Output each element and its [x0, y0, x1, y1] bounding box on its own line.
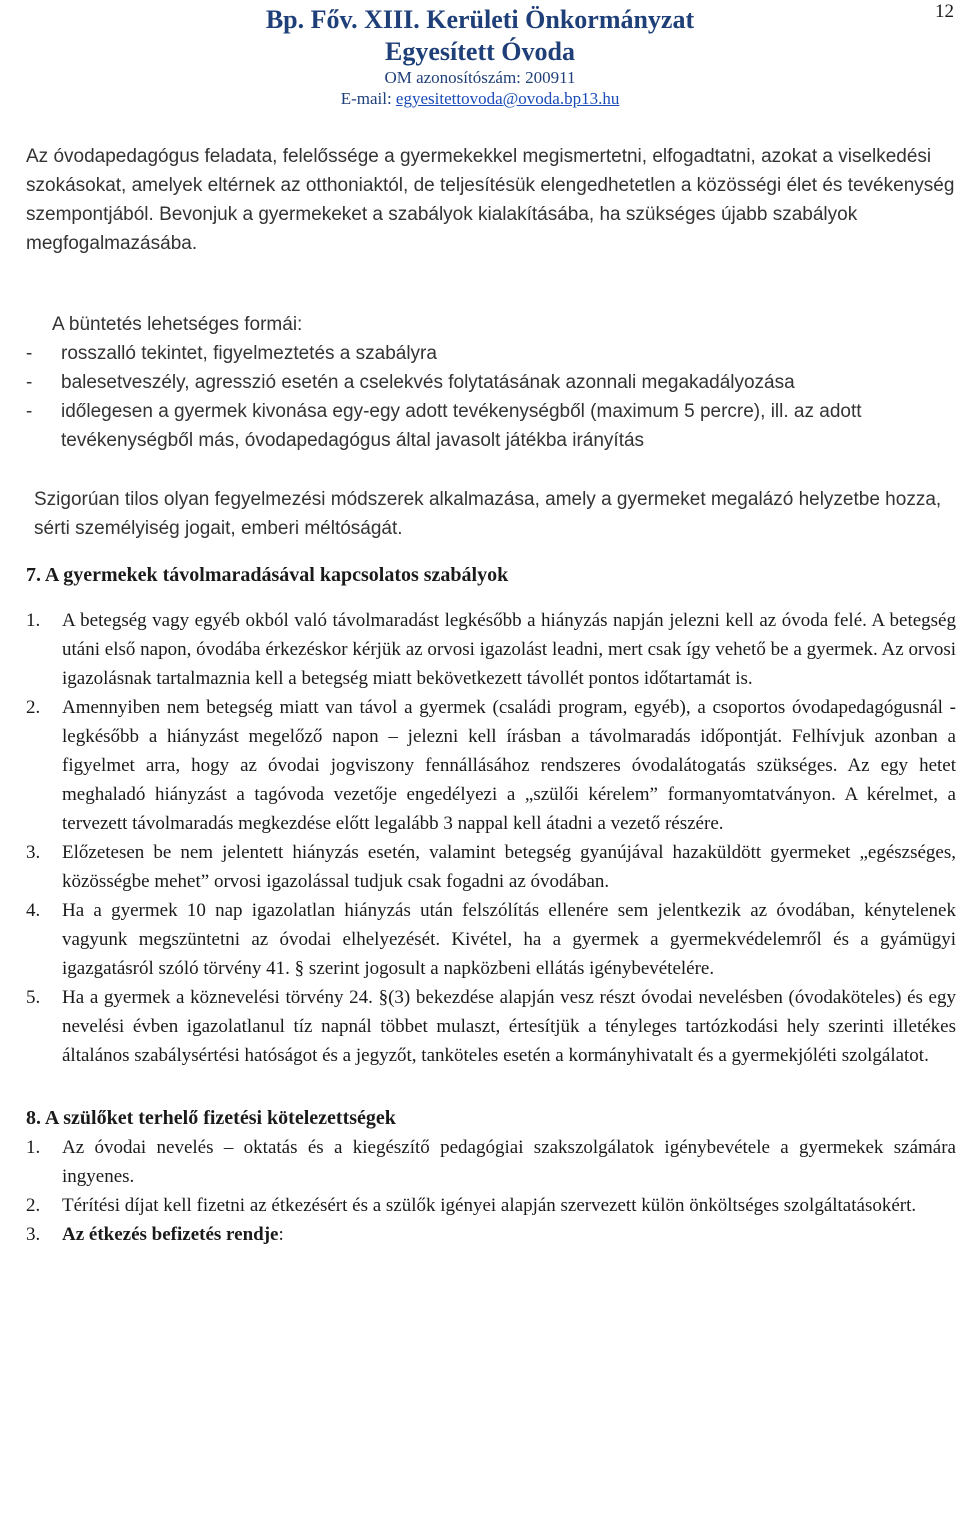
section-8-list [26, 1133, 956, 1249]
item-text [62, 1220, 956, 1249]
punishment-list [26, 339, 956, 455]
item-number: 3. [26, 842, 41, 863]
list-item [26, 1133, 956, 1191]
item-suffix: : [278, 1224, 284, 1245]
intro-paragraph: Az óvodapedagógus feladata, felelőssége a gyermekekkel megismertetni, elfogadtatni, azokat a viselkedési szokásokat, amelyek eltérnek az otthoniaktól, de teljesítésük elengedhetetlen a közösségi élet és tevékenység szempontjából. Bevonjuk a gyermekeket a szabályok kialakításába, ha szükséges újabb szabályok megfogalmazásába. [26, 146, 955, 254]
list-item [26, 1220, 956, 1249]
item-number: 2. [26, 1195, 41, 1216]
header-email-line [0, 88, 960, 110]
strict-prohibition-paragraph: Szigorúan tilos olyan fegyelmezési módszerek alkalmazása, amely a gyermeket megalázó helyzetbe hozza, sérti személyiség jogait, emberi méltóságát. [34, 489, 942, 539]
item-bold-text: Az étkezés befizetés rendje [62, 1224, 279, 1245]
list-item [26, 983, 956, 1070]
page-number: 12 [935, 1, 954, 22]
item-number: 5. [26, 987, 41, 1008]
header-email-link[interactable]: egyesitettovoda@ovoda.bp13.hu [395, 89, 620, 108]
item-text: Ha a gyermek a köznevelési törvény 24. §(3) bekezdése alapján vesz részt óvodai nevelésben (óvodaköteles) és egy nevelési évben igazolatlanul tíz napnál többet mulaszt, értesítjük a tényleges tartózkodási hely szerinti illetékes általános szabálysértési hatóságot és a jegyzőt, tanköteles esetén a kormányhivatalt és a gyermekjóléti szolgálatot. [62, 987, 956, 1066]
list-item-text: balesetveszély, agresszió esetén a cselekvés folytatásának azonnali megakadályozása [61, 372, 795, 393]
list-item: - balesetveszély, agresszió esetén a cselekvés folytatásának azonnali megakadályozása [26, 368, 956, 397]
item-text: Amennyiben nem betegség miatt van távol a gyermek (családi program, egyéb), a csoportos óvodapedagógusnál - legkésőbb a hiányzást megelőző napon – jelezni kell írásban a távolmaradás időpontját. Felhívjuk azonban a figyelmet arra, hogy az óvodai jogviszony fennállásához rendszeres óvodalátogatás szükséges. Az egy hetet meghaladó hiányzást a tagóvoda vezetője engedélyezi a „szülői kérelem” formanyomtatványon. A kérelmet, a tervezett távolmaradás megkezdése előtt legalább 3 nappal kell átadni a vezető részére. [62, 697, 956, 834]
item-number: 3. [26, 1224, 41, 1245]
list-item [26, 1191, 956, 1220]
document-body [26, 142, 956, 1249]
header-email-label: E-mail: [340, 89, 396, 108]
item-text: Az óvodai nevelés – oktatás és a kiegészítő pedagógiai szakszolgálatok igénybevétele a gyermekek számára ingyenes. [62, 1137, 956, 1187]
list-item [26, 896, 956, 983]
list-item: - rosszalló tekintet, figyelmeztetés a szabályra [26, 339, 956, 368]
section-7-heading: 7. A gyermekek távolmaradásával kapcsolatos szabályok [26, 564, 509, 586]
header-om-id: OM azonosítószám: 200911 [384, 68, 576, 87]
item-text: A betegség vagy egyéb okból való távolmaradást legkésőbb a hiányzás napján jelezni kell az óvoda felé. A betegség utáni első napon, óvodába érkezéskor kérjük az orvosi igazolást leadni, mert csak így vehető be a gyermek. Az orvosi igazolásnak tartalmaznia kell a betegség miatt bekövetkezett távollét pontos időtartamát is. [62, 610, 956, 689]
section-7-list [26, 606, 956, 1070]
header-kindergarten-name: Egyesített Óvoda [385, 37, 575, 66]
item-number: 1. [26, 610, 41, 631]
section-8-heading: 8. A szülőket terhelő fizetési kötelezettségek [26, 1107, 396, 1129]
item-text: Előzetesen be nem jelentett hiányzás esetén, valamint betegség gyanújával hazaküldött gyermeket „egészséges, közösségbe mehet” orvosi igazolással tudjuk csak fogadni az óvodában. [62, 842, 956, 892]
list-item-text: rosszalló tekintet, figyelmeztetés a szabályra [61, 343, 437, 364]
list-item [26, 693, 956, 838]
list-item: - időlegesen a gyermek kivonása egy-egy adott tevékenységből (maximum 5 percre), ill. az adott tevékenységből más, óvodapedagógus által javasolt játékba irányítás [26, 397, 956, 455]
item-text: Ha a gyermek 10 nap igazolatlan hiányzás után felszólítás ellenére sem jelentkezik az óvodában, kénytelenek vagyunk megszüntetni az óvodai elhelyezését. Kivétel, ha a gyermek a gyermekvédelemről és a gyámügyi igazgatásról szóló törvény 41. § szerint jogosult a napközbeni ellátás igénybevételére. [62, 900, 956, 979]
item-number: 1. [26, 1137, 41, 1158]
list-item [26, 838, 956, 896]
header-institution: Bp. Főv. XIII. Kerületi Önkormányzat [265, 5, 695, 34]
list-item [26, 606, 956, 693]
document-header [0, 4, 960, 110]
list-item-text: időlegesen a gyermek kivonása egy-egy adott tevékenységből (maximum 5 percre), ill. az adott tevékenységből más, óvodapedagógus által javasolt játékba irányítás [61, 401, 862, 451]
item-text: Térítési díjat kell fizetni az étkezésért és a szülők igényei alapján szervezett külön önköltséges szolgáltatásokért. [62, 1195, 917, 1216]
item-number: 4. [26, 900, 41, 921]
punishment-title: A büntetés lehetséges formái: [52, 314, 303, 335]
item-number: 2. [26, 697, 41, 718]
